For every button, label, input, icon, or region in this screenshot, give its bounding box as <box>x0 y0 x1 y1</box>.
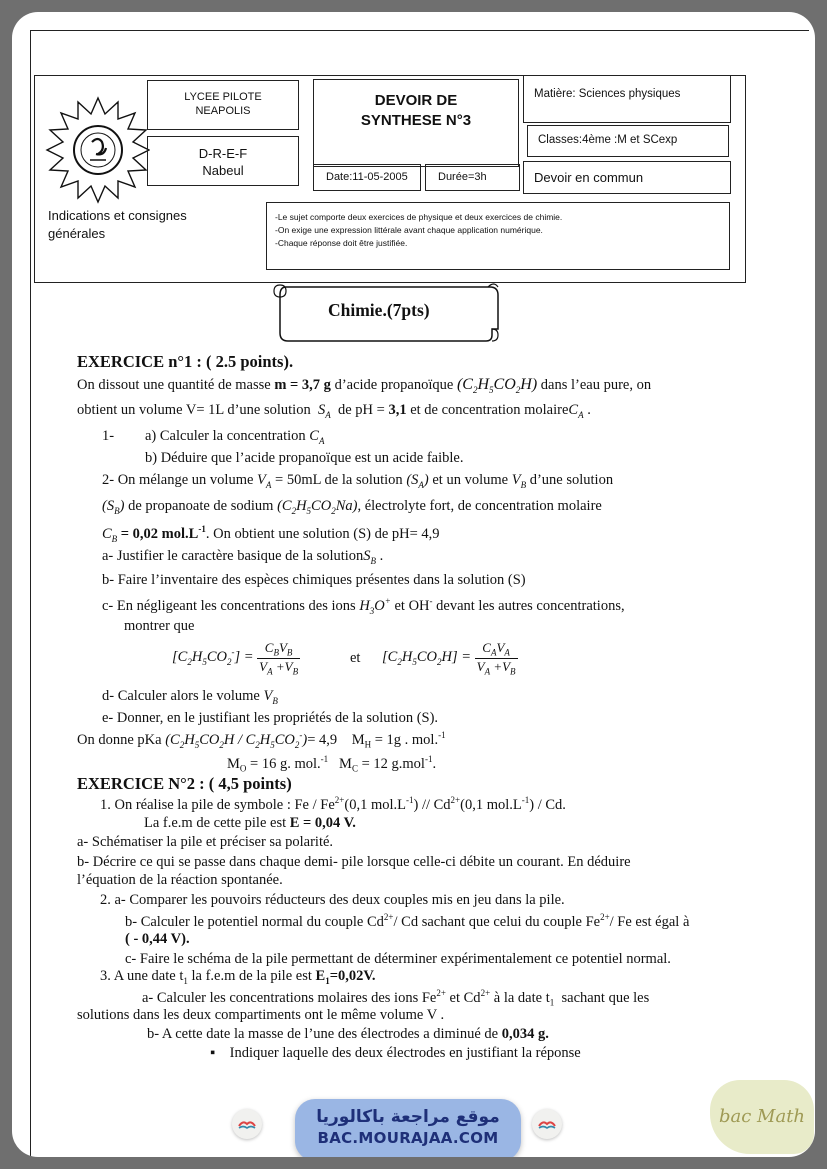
ex2-b-line-2: l’équation de la réaction spontanée. <box>77 872 283 888</box>
ex1-text: On dissout une quantité de masse <box>77 377 271 393</box>
ex2-text: b- Calculer le potentiel normal du couple Cd <box>125 913 384 930</box>
document-page <box>12 12 815 1157</box>
ex1-line-2: obtient un volume V= 1L d’une solution $S_A$ de pH = 3,1 et de concentration molaireC$_A$ . <box>77 402 591 420</box>
ex1-text: = 4,9 <box>307 731 338 748</box>
ex2-q2b-value: ( - 0,44 V). <box>125 931 190 947</box>
subject-label: Matière: Sciences physiques <box>534 88 681 100</box>
ex1-qc-line-2: montrer que <box>124 618 195 634</box>
school-logo-icon <box>42 84 150 211</box>
school-name-line-1: LYCEE PILOTE <box>184 91 262 103</box>
book-icon <box>232 1109 262 1139</box>
ex1-q1-num: 1- <box>102 428 115 444</box>
school-name-line-2: NEAPOLIS <box>195 105 251 117</box>
logo-box <box>42 84 150 211</box>
ex1-and: et <box>350 650 361 666</box>
ex1-qd: d- Calculer alors le volume $V_B$ <box>102 688 278 706</box>
ex2-text: à la date t <box>493 989 550 1006</box>
indications-label-line-2: générales <box>48 226 106 241</box>
ex1-text: c- En négligeant les concentrations des ions <box>102 597 356 614</box>
ex2-emf: E = 0,04 V. <box>289 815 356 831</box>
ex2-text: / Fe est égal à <box>609 913 690 930</box>
ex2-text: / Cd sachant que celui du couple Fe <box>393 913 601 930</box>
ex1-concentration: = 0,02 mol.L <box>120 525 199 542</box>
ex1-q2-line-3: $C_B = 0,02$ $mol.L^{-1}$. On obtient une solution (S) de pH= 4,9 <box>102 524 440 544</box>
ex2-text: Indiquer laquelle des deux électrodes en justifiant la réponse <box>229 1045 581 1061</box>
ex2-text: La f.e.m de cette pile est <box>144 815 287 831</box>
site-url[interactable]: BAC.MOURAJAA.COM <box>317 1129 499 1147</box>
indication-3: -Chaque réponse doit être justifiée. <box>275 238 408 248</box>
common-exam-label: Devoir en commun <box>534 170 644 185</box>
region-line-1: D-R-E-F <box>198 146 248 161</box>
ex2-text: a- Calculer les concentrations molaires des ions Fe <box>142 989 437 1006</box>
ex1-q2-line-1: 2- On mélange un volume $V_A = 50mL$ de la solution $(S_A)$ et un volume $V_B$ d’une solution <box>102 472 614 490</box>
ex1-text: . On obtient une solution (S) de pH= 4,9 <box>205 525 440 542</box>
ex1-formula-2: $[C_2H_5CO_2H]$ = $\frac{C_AV_A}{V_A +V_B}$ <box>382 640 516 677</box>
ex2-q2a: 2. a- Comparer les pouvoirs réducteurs des deux couples mis en jeu dans la pile. <box>100 892 565 908</box>
ex1-text: a- Justifier le caractère basique de la solution <box>102 548 364 564</box>
ex1-mass: m = 3,7 g <box>274 377 331 393</box>
ex2-a: a- Schématiser la pile et préciser sa polarité. <box>77 834 334 850</box>
ex2-text: b- A cette date la masse de l’une des électrodes a diminué de <box>147 1026 499 1042</box>
ex1-text: et OH <box>394 597 430 614</box>
site-arabic-name: موقع مراجعة باكالوريا <box>316 1107 500 1127</box>
ex1-text: d’acide propanoïque <box>334 377 454 393</box>
ex2-text: 3. A une date t <box>100 968 184 984</box>
title-box <box>313 79 519 167</box>
ex2-text: la f.e.m de la pile est <box>191 968 312 984</box>
indication-1: -Le sujet comporte deux exercices de physique et deux exercices de chimie. <box>275 212 563 222</box>
ex1-text: , électrolyte fort, de concentration molaire <box>357 498 602 514</box>
ex2-b-line-1: b- Décrire ce qui se passe dans chaque demi- pile lorsque celle-ci débite un courant. En déduire <box>77 854 631 870</box>
region-box <box>147 136 299 186</box>
exam-title-line-2: SYNTHESE N°3 <box>360 112 472 129</box>
ex1-given-2: $M_O = 16$ g. mol.$^{-1}$ $M_C = 12$ g.mol$^{-1}$. <box>227 754 437 774</box>
ex1-formula-1: $[C_2H_5CO_2^-]$ = $\frac{C_BV_B}{V_A +V_B}$ <box>172 640 299 677</box>
ex2-text: =0,02V. <box>329 968 376 984</box>
ex2-text: et Cd <box>449 989 481 1006</box>
bac-math-logo <box>710 1080 814 1154</box>
exercise-2-title: EXERCICE N°2 : ( 4,5 points) <box>77 774 292 793</box>
exercise-1-title: EXERCICE n°1 : ( 2.5 points). <box>77 352 294 371</box>
ex1-qa: a- Justifier le caractère basique de la solutionS$_B$ . <box>102 548 384 566</box>
bac-math-text: bac Math <box>718 1106 806 1127</box>
site-logo-left <box>232 1109 262 1139</box>
ex2-q3a-line-1: a- Calculer les concentrations molaires des ions $Fe^{2+}$ et $Cd^{2+}$ à la date $t_1$ sachant que les <box>142 988 650 1008</box>
ex1-qe: e- Donner, en le justifiant les propriétés de la solution (S). <box>102 710 439 726</box>
ex1-text: et de concentration molaire <box>410 402 569 418</box>
ex1-text: obtient un volume V= 1L d’une solution <box>77 402 311 418</box>
site-logo-right <box>532 1109 562 1139</box>
ex2-q1: 1. On réalise la pile de symbole : Fe / $Fe^{2+}(0,1$ $mol.L^{-1}) // Cd^{2+}(0,1$ $mol.L^{-1}$) / Cd. <box>100 795 566 813</box>
indications-box <box>266 202 730 270</box>
ex1-line-1: On dissout une quantité de masse m = 3,7 g d’acide propanoïque $(C_2H_5CO_2H)$ dans l’eau pure, on <box>77 376 652 396</box>
ex2-text: ) / Cd. <box>529 796 566 813</box>
ex1-text: a) Calculer la concentration <box>145 428 306 444</box>
ex2-q2b: b- Calculer le potentiel normal du couple $Cd^{2+}/$ Cd sachant que celui du couple $Fe^{2+}/$ Fe est égal à <box>125 912 690 930</box>
ex2-text: (0,1 mol.L <box>460 796 522 813</box>
exam-duration: Durée=3h <box>438 171 487 183</box>
ex1-q1b: b) Déduire que l’acide propanoïque est un acide faible. <box>145 450 464 466</box>
ex1-text: = 16 g. mol. <box>250 755 321 772</box>
classes-box <box>527 125 729 157</box>
ex2-text: 1. On réalise la pile de symbole : Fe / Fe <box>100 796 335 813</box>
region-line-2: Nabeul <box>202 163 244 178</box>
ex1-text: = 50mL de la solution <box>275 472 403 488</box>
ex1-text: de propanoate de sodium <box>128 498 274 514</box>
ex1-qb: b- Faire l’inventaire des espèces chimiques présentes dans la solution (S) <box>102 572 526 588</box>
classes-label: Classes:4ème :M et SCexp <box>538 134 678 146</box>
ex1-text: et un volume <box>432 472 509 488</box>
ex2-text: (0,1 mol.L <box>344 796 406 813</box>
ex1-q1a: a) Calculer la concentration $C_A$ <box>145 428 325 446</box>
ex1-text: d’une solution <box>529 472 614 488</box>
ex1-text: 2- On mélange un volume <box>102 472 254 488</box>
ex2-q2c: c- Faire le schéma de la pile permettant de déterminer expérimentalement ce potentiel normal. <box>125 951 671 967</box>
ex1-text: On donne pKa <box>77 731 162 748</box>
section-title: Chimie.(7pts) <box>328 300 430 320</box>
exam-title-line-1: DEVOIR DE <box>374 92 458 109</box>
ex1-text: = 12 g.mol <box>361 755 425 772</box>
indications-label-box <box>38 202 264 272</box>
ex1-qc-line-1: c- En négligeant les concentrations des ions $H_3O^+$ et OH- devant les autres concentrations, <box>102 596 625 616</box>
ex1-text: d- Calculer alors le volume <box>102 688 260 704</box>
book-icon <box>532 1109 562 1139</box>
ex1-text: devant les autres concentrations, <box>436 597 625 614</box>
ex1-ph: 3,1 <box>388 402 407 418</box>
ex1-text: dans l’eau pure, on <box>540 377 652 393</box>
ex2-q3a-line-2: solutions dans les deux compartiments ont le même volume V . <box>77 1007 445 1023</box>
ex1-text: = 1g . mol. <box>374 731 439 748</box>
date-box <box>313 164 421 191</box>
ex1-text: M <box>351 731 365 748</box>
ex2-q1-emf <box>144 815 356 832</box>
common-box <box>523 161 731 194</box>
duration-box <box>425 164 520 191</box>
indications-label-line-1: Indications et consignes <box>48 208 187 223</box>
exam-date: Date:11-05-2005 <box>326 171 408 183</box>
ex2-text: ) // Cd <box>413 796 451 813</box>
site-badge[interactable] <box>295 1099 521 1157</box>
ex2-q3b <box>147 1026 549 1043</box>
ex1-text: de pH = <box>337 402 385 418</box>
indication-2: -On exige une expression littérale avant chaque application numérique. <box>275 225 543 235</box>
ex2-mass-loss: 0,034 g. <box>501 1026 549 1042</box>
school-box <box>147 80 299 130</box>
ex2-text: E <box>315 968 326 984</box>
ex2-q3: 3. A une date $t_1$ la f.e.m de la pile est $E_1=0,02V$. <box>100 968 376 986</box>
ex1-q2-line-2: $(S_B)$ de propanoate de sodium $(C_2H_5CO_2Na)$, électrolyte fort, de concentration molaire <box>102 498 602 516</box>
ex1-given-1: On donne pKa $(C_2H_5CO_2H / C_2H_5CO_2^-)= 4,9$ $M_H = 1g$ . mol.$^{-1}$ <box>77 730 446 750</box>
subject-box <box>523 75 731 123</box>
ex2-text: sachant que les <box>561 989 650 1006</box>
ex2-bullet: ▪ Indiquer laquelle des deux électrodes en justifiant la réponse <box>210 1045 581 1061</box>
